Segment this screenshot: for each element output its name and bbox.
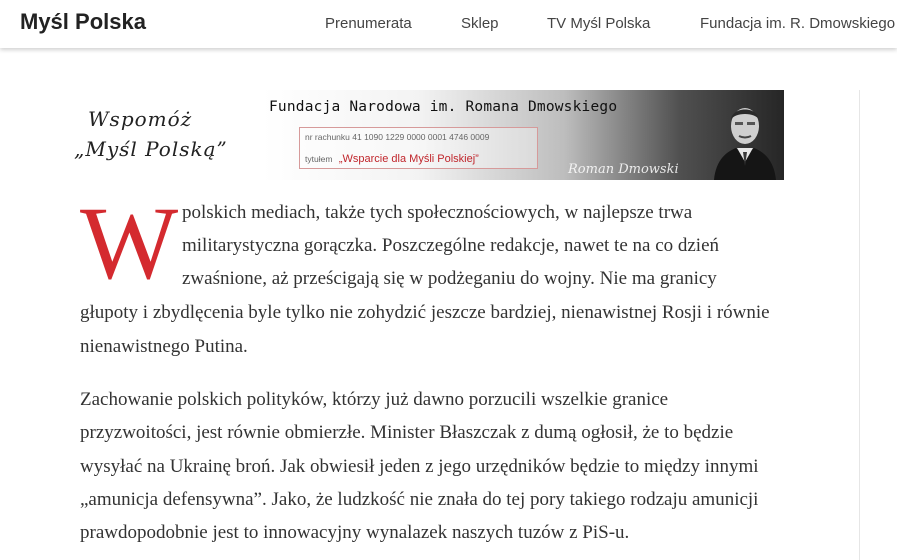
banner-title: Fundacja Narodowa im. Romana Dmowskiego [269, 99, 618, 115]
transfer-title-line [305, 149, 479, 167]
top-navigation-bar [0, 0, 897, 48]
bank-details-box [299, 127, 538, 169]
article-p1-line-4: głupoty i zbydlęcenia byle tylko nie zohydzić jeszcze bardziej, nienawistnej Rosji i równie [80, 302, 770, 323]
transfer-title-label: tytułem [305, 154, 333, 164]
article-p1-line-1: polskich mediach, także tych społecznościowych, w najlepsze trwa [182, 202, 693, 223]
nav-item-tv[interactable]: TV Myśl Polska [547, 15, 651, 32]
drop-cap: W [80, 186, 179, 301]
nav-item-prenumerata[interactable]: Prenumerata [325, 15, 412, 32]
article-p1-line-2: militarystyczna gorączka. Poszczególne redakcje, nawet te na co dzień [182, 235, 720, 256]
nav-item-sklep[interactable]: Sklep [461, 15, 499, 32]
portrait-image [712, 96, 778, 180]
site-logo[interactable]: Myśl Polska [20, 9, 146, 34]
article-p2-line-3: wysyłać na Ukrainę broń. Jak obwiesił jeden z jego urzędników będzie to między innymi [80, 456, 759, 477]
article-p2-line-4: „amunicja defensywna”. Jako, że ludzkość nie znała do tej pory takiego rodzaju amunicji [80, 489, 759, 510]
sidebar-divider [859, 90, 860, 560]
transfer-title-value: „Wsparcie dla Myśli Polskiej” [338, 153, 479, 165]
article-p2-line-2: przyzwoitości, jest równie obmierzłe. Minister Błaszczak z dumą ogłosił, że to będzie [80, 422, 734, 443]
signature: Roman Dmowski [568, 162, 679, 177]
nav-item-fundacja[interactable]: Fundacja im. R. Dmowskiego [700, 15, 896, 32]
article-p1-line-3: zwaśnione, aż prześcigają się w podżeganiu do wojny. Nie ma granicy [182, 268, 717, 289]
article-p2-line-1: Zachowanie polskich polityków, którzy już dawno porzucili wszelkie granice [80, 389, 669, 410]
article-p2-line-5: prawdopodobnie jest to innowacyjny wynalazek naszych tuzów z PiS-u. [80, 522, 630, 543]
banner-support-line-2: „Myśl Polską” [74, 137, 228, 161]
article-p1-line-5: nienawistnego Putina. [80, 336, 248, 357]
donation-banner[interactable] [262, 90, 784, 180]
bank-account-number: nr rachunku 41 1090 1229 0000 0001 4746 0009 [305, 132, 490, 142]
banner-support-line-1: Wspomóż [88, 107, 193, 131]
banner-support-text[interactable] [74, 104, 265, 174]
